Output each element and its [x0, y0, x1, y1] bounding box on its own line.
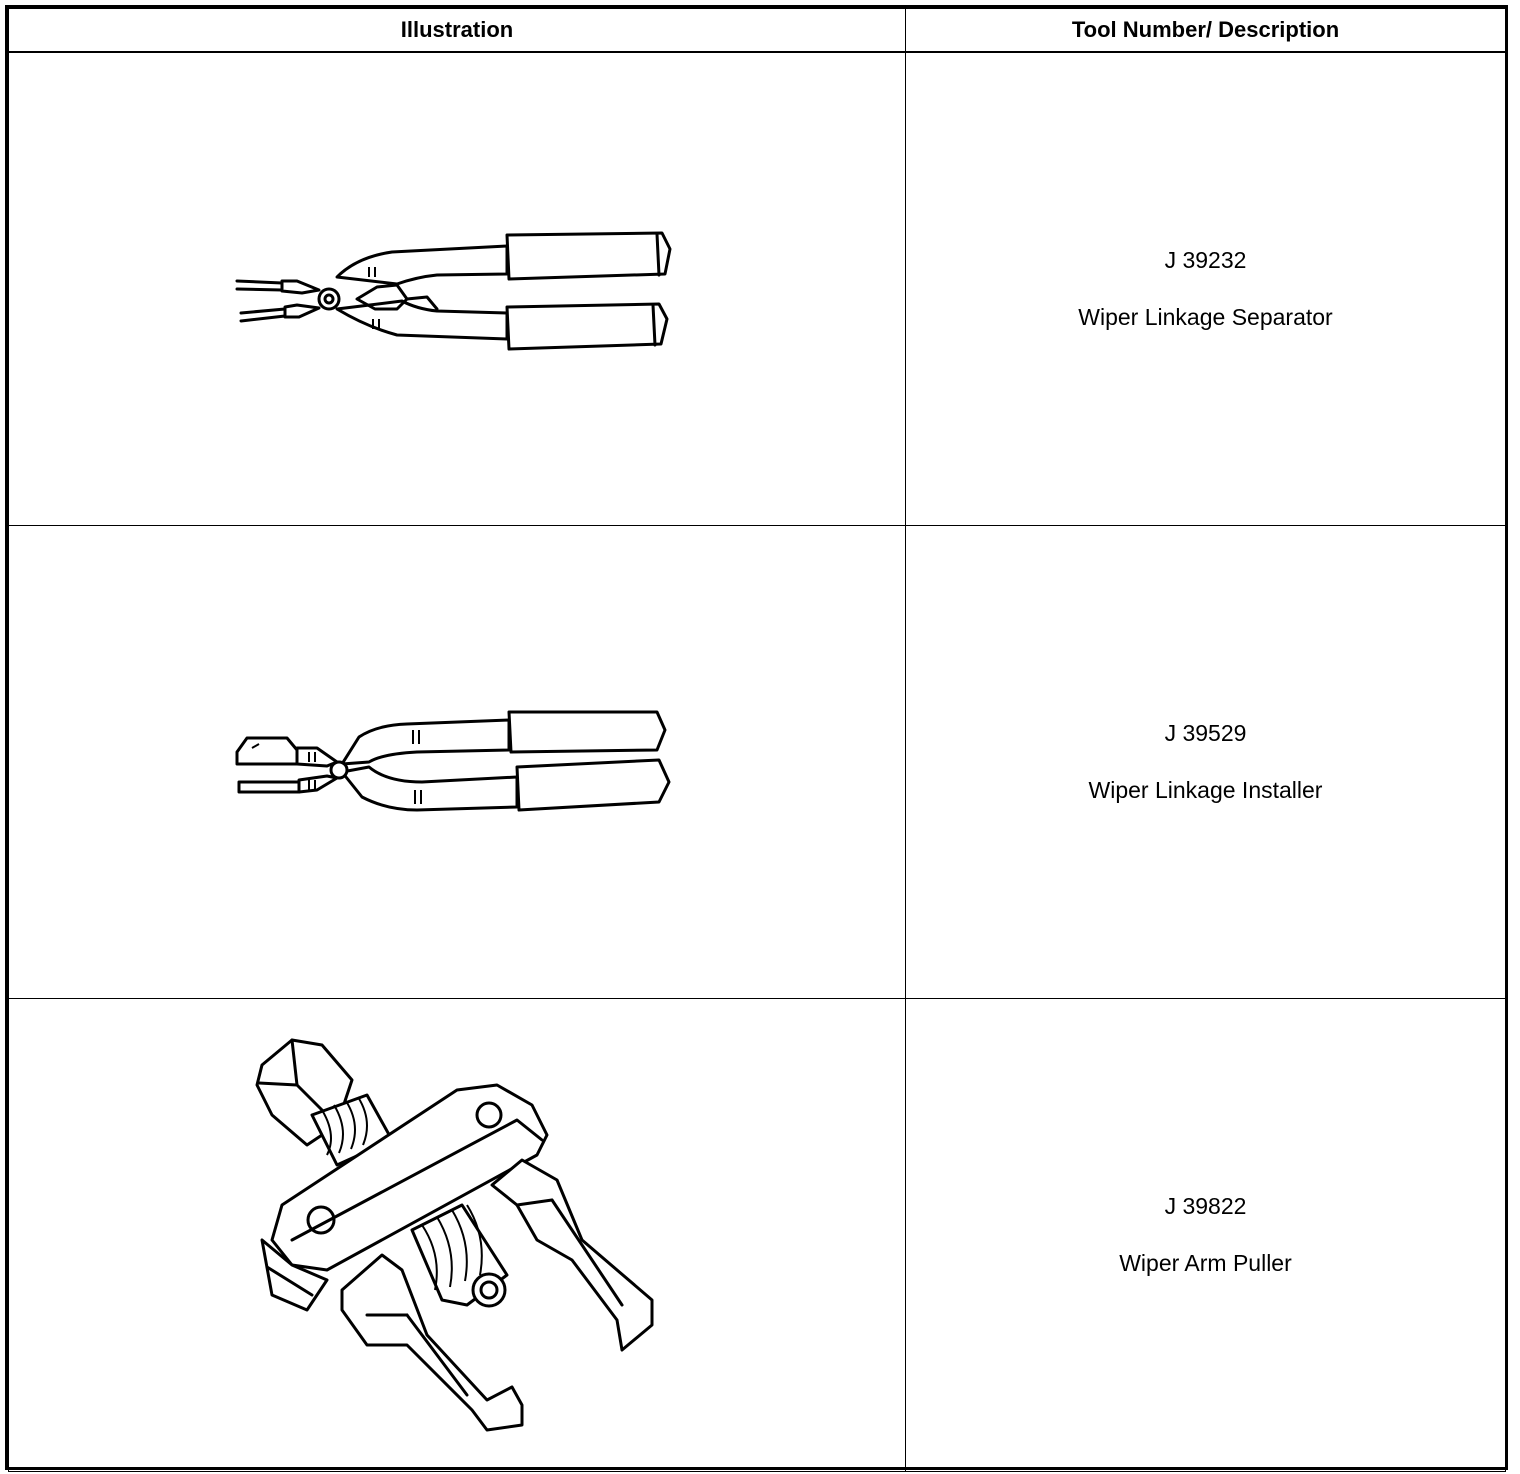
wiper-arm-puller-illustration — [247, 1030, 667, 1440]
wiper-linkage-installer-illustration — [227, 692, 687, 832]
tool-description-cell — [906, 52, 1506, 526]
table-row — [9, 526, 1506, 999]
illustration-cell — [9, 52, 906, 526]
table-row — [9, 52, 1506, 526]
wiper-linkage-separator-illustration — [227, 219, 687, 359]
tool-description: Wiper Linkage Separator — [1078, 304, 1333, 330]
table-row — [9, 999, 1506, 1472]
special-tools-table-frame — [5, 5, 1508, 1470]
illustration-cell — [9, 999, 906, 1472]
tool-number: J 39232 — [1164, 247, 1247, 273]
tool-number: J 39822 — [1164, 1193, 1247, 1219]
tool-description: Wiper Linkage Installer — [1088, 777, 1323, 803]
illustration-cell — [9, 526, 906, 999]
tool-number: J 39529 — [1164, 720, 1247, 746]
header-tool-number-description: Tool Number/ Description — [906, 9, 1506, 53]
tool-description: Wiper Arm Puller — [1119, 1250, 1292, 1276]
tool-description-cell — [906, 999, 1506, 1472]
table-header-row — [9, 9, 1506, 53]
special-tools-table — [8, 8, 1506, 1472]
header-illustration: Illustration — [9, 9, 906, 53]
tool-description-cell — [906, 526, 1506, 999]
